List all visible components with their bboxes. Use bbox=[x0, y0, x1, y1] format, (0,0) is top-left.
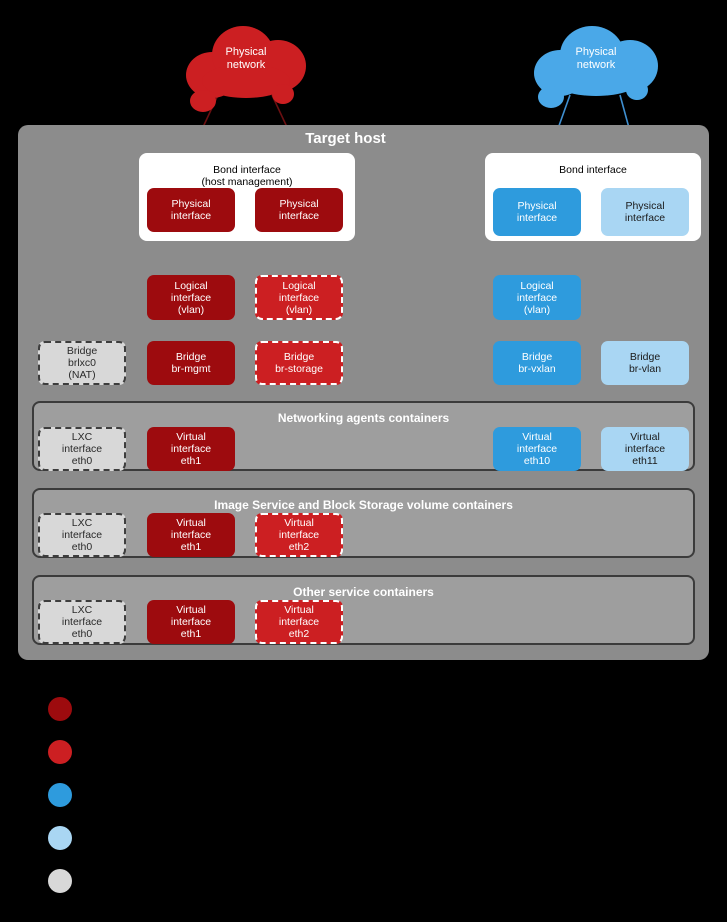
virtual-interface-eth2-g2: Virtual interface eth2 bbox=[255, 513, 343, 557]
logical-interface-vlan-3: Logical interface (vlan) bbox=[493, 275, 581, 320]
cloud-physical-network-left bbox=[176, 18, 316, 108]
bond-left-label: Bond interface (host management) bbox=[201, 164, 293, 188]
cloud-left-label: Physical network bbox=[225, 46, 267, 71]
cloud-right-label: Physical network bbox=[575, 46, 617, 71]
bridge-br-vxlan: Bridge br-vxlan bbox=[493, 341, 581, 385]
physical-interface-right-2: Physical interface bbox=[601, 188, 689, 236]
lxc-interface-eth0-g2: LXC interface eth0 bbox=[38, 513, 126, 557]
legend-swatch-3 bbox=[48, 783, 72, 807]
virtual-interface-eth11: Virtual interface eth11 bbox=[601, 427, 689, 471]
legend-swatch-4 bbox=[48, 826, 72, 850]
group-networking-agents-title: Networking agents containers bbox=[277, 411, 450, 425]
bridge-br-vlan: Bridge br-vlan bbox=[601, 341, 689, 385]
virtual-interface-eth1-g1: Virtual interface eth1 bbox=[147, 427, 235, 471]
legend-swatch-1 bbox=[48, 697, 72, 721]
lxc-interface-eth0-g3: LXC interface eth0 bbox=[38, 600, 126, 644]
virtual-interface-eth10: Virtual interface eth10 bbox=[493, 427, 581, 471]
group-networking-agents bbox=[32, 401, 695, 471]
bridge-br-mgmt: Bridge br-mgmt bbox=[147, 341, 235, 385]
group-other-services bbox=[32, 575, 695, 645]
physical-interface-left-2: Physical interface bbox=[255, 188, 343, 232]
group-image-block-storage bbox=[32, 488, 695, 558]
legend-swatch-5 bbox=[48, 869, 72, 893]
bridge-brlxc0: Bridge brlxc0 (NAT) bbox=[38, 341, 126, 385]
virtual-interface-eth1-g3: Virtual interface eth1 bbox=[147, 600, 235, 644]
cloud-physical-network-right bbox=[526, 18, 666, 108]
legend-swatch-2 bbox=[48, 740, 72, 764]
logical-interface-vlan-2: Logical interface (vlan) bbox=[255, 275, 343, 320]
bond-right-label: Bond interface bbox=[559, 164, 627, 176]
physical-interface-left-1: Physical interface bbox=[147, 188, 235, 232]
group-other-services-title: Other service containers bbox=[293, 585, 434, 599]
logical-interface-vlan-1: Logical interface (vlan) bbox=[147, 275, 235, 320]
bridge-br-storage: Bridge br-storage bbox=[255, 341, 343, 385]
physical-interface-right-1: Physical interface bbox=[493, 188, 581, 236]
virtual-interface-eth2-g3: Virtual interface eth2 bbox=[255, 600, 343, 644]
virtual-interface-eth1-g2: Virtual interface eth1 bbox=[147, 513, 235, 557]
group-image-block-storage-title: Image Service and Block Storage volume containers bbox=[214, 498, 513, 512]
page-title: Target host bbox=[305, 130, 386, 147]
lxc-interface-eth0-g1: LXC interface eth0 bbox=[38, 427, 126, 471]
